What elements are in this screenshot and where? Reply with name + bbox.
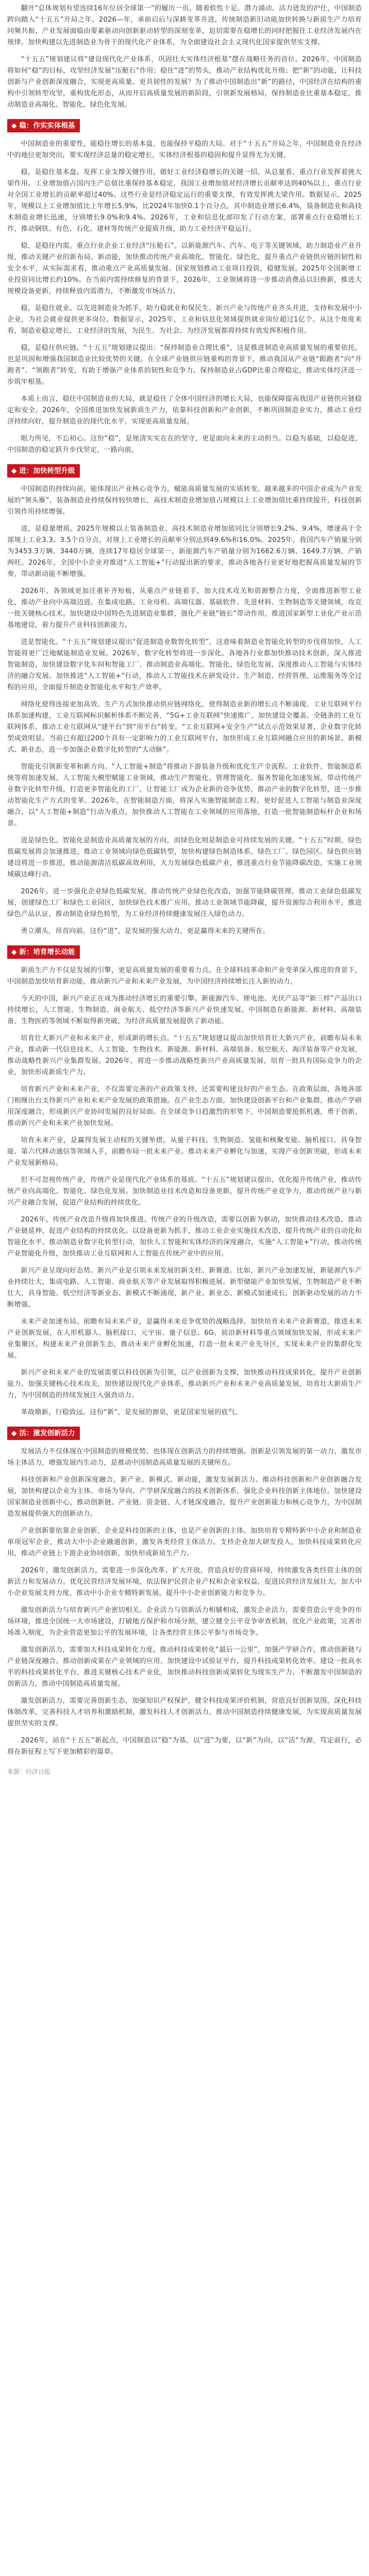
paragraph: 2026年，各领域更加注重补齐短板，从重点产业链着手，加大技术攻关和资源整合力度，全面推进新型工业化，推动产业向中高端迈进。在集成电路、工业母机、高端仪器、基础软件、先进材料、生物制造等关键领域，攻克一批关键核心技术。加快建设中国特色先进制造业集群，强化产业链“链长”带动作用，推进国家新型工业化产业示范基地建设，着力提升产业科技创新能力。 <box>7 587 362 629</box>
paragraph: 进是绿色化。智能化是制造业高质量发展的方向，而绿色化则是制造业可持续发展的关键。“十五五”时期，绿色低碳发展将会加速推进，推动工业领域向绿色低碳转型，加快构建绿色制造体系，绿色工厂、绿色园区、绿色供应链建设将进一步推进，推动能源清洁低碳高效利用，大力发展绿色低碳产业，推进重点行业节能降碳改造，实施工业领域碳达峰行动。 <box>7 837 362 878</box>
section-heading <box>7 945 362 959</box>
paragraph: 未来产业加速布局。前瞻布局未来产业，是赢得未来竞争优势的战略选择。加快培育未来产业新赛道，推进未来产业创新发展，在人形机器人、脑机接口、元宇宙、量子信息、6G、前沿新材料等重点领域加快发展，形成未来产业集聚区。构建未来产业创新生态，推动未来产业孵化加速，打造一批未来产业先导区，实现未来产业的集群化发展。 <box>7 1318 362 1360</box>
paragraph: 激发创新活力，需要完善创新生态，加强知识产权保护，健全科技成果评价机制，营造良好创新氛围。深化科技体制改革，完善科技人才培养和激励机制，激发科技人才创新活力，推动中国制造持续健康发展，为实现高质量发展提供坚实的支撑。 <box>7 1697 362 1727</box>
paragraph: 翻开“总体规划有望连续16年位居全球第一”的履历一页，随着软性十足、潜力涌动、活力迸发的沪仕，中国制造跨向踏入“十五五”开局之年。2026—年，承前启后与深耕变革并进，传统制造新旧动能加快转换与新质生产力培育同频共振，产业发展面临由要素驱动向创新驱动转型的深刻变革，迫切需要在稳增长的同时把握住工业经济发展内在规律。加快构建以先进制造业为骨干的现代化产业体系，为全面建设社会主义现代化国家提供坚实支撑。 <box>7 5 362 46</box>
paragraph: 新质生产力不仅是发展的引擎，更是高质量发展的重要着力点。在全球科技革命和产业变革深入推进的背景下，中国制造加快培育新动能，推动新兴产业和未来产业发展，为中国经济持续增长注入新的动力。 <box>7 967 362 986</box>
section-heading-label <box>7 119 80 132</box>
paragraph: 发展活力不仅体现在中国制造的规模优势，也体现在创新活力的持续增强。创新是引领发展的第一动力，激发市场主体活力，增强发展内生动力，是推动中国制造高质量发展的关键所在。 <box>7 1448 362 1467</box>
paragraph: 革故鼎新，行稳致远。这份“新”，是发展的源泉，更是国家发展的底气。 <box>21 1409 242 1416</box>
paragraph: 中国制造的持续向前，能体现出产业核心竞争力，赋能高质量发展的实质转变。越来越多的中国企业成为产业发展的“领头雁”，装备制造业持续保持较快增长，高技术制造业增加值占规模以上工业增加值比重持续提升，科技创新引领作用持续增强。 <box>7 485 362 516</box>
paragraph: 激发创新活力与培育新兴产业密切相关。企业活力与创新活力相辅相成，激发企业活力，需要营造公平竞争的市场环境，推进全国统一大市场建设，打破地方保护和市场分割，建立健全公平竞争审查机制，优化产业政策，完善市场准入制度，为企业营造更加公平的发展环境，让各类经营主体公平参与市场竞争。 <box>7 1606 362 1637</box>
paragraph: 勇立潮头，昂首向前。这份“进”，是发展的强大动力，更是赢得未来的关键所在。 <box>21 927 270 935</box>
paragraph: 培育新兴产业和未来产业，不仅需要完善的产业政策支持，还需要构建良好的产业生态。在政策层面，各地各部门相继出台支持新兴产业和未来产业发展的政策措施。在产业生态方面，加快建设创新平台和产业集群，推动产学研用深度融合，形成新兴产业协同发展的良好局面。在全球竞争日趋激烈的形势下，中国制造要抢抓机遇，勇于创新，推动新兴产业和未来产业加快发展。 <box>7 1086 362 1127</box>
paragraph: 2026年，传统产业改造升级将加快推进。传统产业的升级改造，需要以创新为驱动，加快推动技术改造，推动产业链延伸，促进产业结构的持续优化。以设备更新为抓手，推动工业企业实施技术改造，提升传统产业的自动化和智能化水平。推动制造业数字化转型行动，加快人工智能和实体经济的深度融合，实施“人工智能+”行动，推动传统产业智能化升级，加快推动工业互联网和人工智能在传统产业中的应用。 <box>7 1216 362 1258</box>
section-heading-text: 活：激发创新活力 <box>19 1429 75 1437</box>
paragraph: 进是智能化。“十五五”规划建议提出“促进制造业数智化转型”，这意味着制造业智能化转型的步伐将加快，人工智能将更广泛地赋能制造业发展。2026年，数字化转型将进一步深化。各地各行业都加快推动技术创新，深入推进智能制造，加快建设数字化车间和智能工厂，推动制造业高端化、智能化、绿色化发展，深度推动人工智能与实体经济的融合发展。加快推进“人工智能+”行动，推动人工智能技术在研发设计、生产制造、经营管理、运维服务等全过程的应用，全面提升制造业智能化水平和生产效率。 <box>7 638 362 691</box>
section-heading-label <box>7 945 80 959</box>
paragraph: 新兴产业呈现向好态势。新兴产业是引领未来发展的新支柱、新赛道。比如，新兴产业加速发展，新能源汽车产业持续壮大，集成电路、人工智能、商业航天等产业发展取得积极进展。新型储能产业加快发展，生物制造产业不断壮大，具身智能、低空经济等新业态、新模式不断涌现，新产业、新业态、新模式加速成长，创新驱动发展的动力不断增强。 <box>7 1267 362 1309</box>
section-heading-text: 稳：作实实体根基 <box>19 122 75 130</box>
diamond-icon: ◆ <box>11 948 17 956</box>
diamond-icon: ◆ <box>11 1429 17 1437</box>
paragraph: 产业创新要依靠企业创新，企业是科技创新的主体，也是产业创新的主体。加快培育专精特新中小企业和制造业单项冠军企业，推动大中小企业融通创新，激发各类经营主体活力。支持企业加大研发投入，加快科技成果转化应用，推动产业链上下游企业协同创新，加快形成新质生产力。 <box>7 1527 362 1557</box>
paragraph: 本质上而言，稳住中国制造业的大局，就是稳住了全体中国经济的增长大局，也能保障提高我国产业链供应链稳定和安全。2026年，全国推进加快发展新质生产力，依靠科技创新和产业创新，不断巩固制造业实力，推动工业经济持续向好，提升制造业的现代化水平，实现更高质量发展。 <box>7 395 362 426</box>
diamond-icon: ◆ <box>11 467 17 475</box>
paragraph: 2026年，进一步强化企业绿色低碳发展，推动传统产业绿色化改造，加强节能降碳管理，推动工业绿色低碳发展，创建绿色工厂和绿色工业园区，加快绿色技术推广应用。推动工业领域节能降碳，提升资源综合利用水平，推进绿色产品认证，推动制造业绿色转型，为工业经济持续健康发展注入绿色动力。 <box>7 888 362 918</box>
diamond-icon: ◆ <box>11 122 17 130</box>
paragraph: 眼力所见，不忘初心。这份“稳”，是厘清实实在在的坚守，更是面向未来的主动担当。以稳为基础，以稳促进，中国制造的稳定跃升步伐坚定，一路向前。 <box>7 435 362 454</box>
paragraph: 2026年，站在“十五五”新起点，中国制造以“稳”为基，以“进”为要，以“新”为向，以“活”为源，笃定前行，必将在新征程上写下更加精彩的篇章。 <box>7 1737 362 1756</box>
paragraph: 培育未来产业，是赢得发展主动权的关键举措。从量子科技、生物制造、氢能和核聚变能、脑机接口、具身智能、第六代移动通信等领域入手，前瞻布局一批未来产业。推动未来产业孵化与加速，实现产业创新突破，形成未来产业发展新格局。 <box>7 1137 362 1167</box>
paragraph: 稳，是稳住基本盘。发挥工业支撑关键作用，做好工业经济稳增长的关键一招。从总量看，重点行业发挥着挑大梁作用。工业增加值占国内生产总值比重保持基本稳定，我国工业增加值对经济增长贡献率达到40%以上，重点行业对全国工业增长的贡献率超过40%。这些行业是经济稳定运行的重要支撑，有效发挥挑大梁作用。数据显示，2025年，规模以上工业增加值比上年增长5.9%，比2024年加快0.1个百分点。其中制造业增长6.4%，装备制造业和高技术制造业增长迅速，分别增长9.0%和9.4%。2026年，工业和信息化部印发了行动方案，部署重点行业稳增长工作，推动钢铁、有色、石化、建材等传统产业提质升级，助力工业经济平稳运行。 <box>7 168 362 233</box>
paragraph: 网络化使得连接更加高效。生产方式加快推动供应链网络化，使得制造业新的增长点不断涌现。工业互联网平台体系加速构建，工业互联网标识解析体系不断完善，“5G+工业互联网”快速推广，加快建设全覆盖、全链条的工业互联网体系，推动工业互联网从“建平台”到“用平台”转变。“工业互联网+安全生产”试点示范效果显著，企业数字化转型成效明显。当前已有超过200个具有一定影响力的工业互联网平台，加快形成工业互联网融合应用的新场景、新模式、新业态，进一步加强企业数字化转型的“大动脉”。 <box>7 701 362 754</box>
paragraph: 但不可忽视传统产业，传统产业是现代化产业体系的基底。“十五五”规划建议提出，优化提升传统产业，推动传统产业向高端化、智能化、绿色化发展。加快制造业技术改造和设备更新，提升传统产业竞争力，推动传统产业与新兴产业融合发展，促进产业结构的持续优化。 <box>7 1176 362 1207</box>
paragraph: 稳，是稳住供应链。“十五五”规划建议提出：“保持制造业合理比重”，这是推进制造业高质量发展的重要依托，也是巩固和增强我国制造业比较优势的关键。在全球产业链供应链重构的背景下，推动我国从产业链“跟跑者”向“并跑者”、“领跑者”转变，有助于增强产业体系的韧性和竞争力。保持制造业占GDP比重合理稳定，推动实体经济进一步筑牢根基。 <box>7 344 362 386</box>
section-heading <box>7 119 362 132</box>
paragraph: 稳，是稳住就业。以先进制造业为抓手，助力稳就业和保民生。新兴产业与传统产业齐头并进，支持和发展中小企业，为社会就业提供更多岗位。数据显示，2025年，工业和信息化领域提供就业岗位超过1亿个。从这个角度来看，制造业稳定增长，工业经济的发展，为民生、为社会、为经济发展都将持续有效发挥积极作用。 <box>7 304 362 335</box>
section-heading-text: 新：培育增长动能 <box>19 948 75 956</box>
paragraph: 新兴产业和未来产业的发展需要以科技创新为引领，以产业创新为支撑，加快推动科技成果转化，提升产业创新能力。加强关键核心技术攻关，加快建设现代化产业体系，推动新兴产业和未来产业高质量发展，培育壮大新质生产力，为中国制造的持续发展注入强劲动力。 <box>7 1369 362 1399</box>
paragraph: 稳，是稳住内需。重点行业企业工业经济“压舱石”。以新能源汽车、汽车、电子等关键领域，助力制造业产业升级，推动关键产业的新布局、新动能，加快推动传统产业高端化、智能化、绿色化，提升重点产业链供应链的韧性和安全水平，从实际需求看，推动重点产业高质量发展、国家规划推动工业项目投资，稳健发展。2025年全国新增工业投资同比增长约10%。在当前内需持续修复的背景下，2026年，工业领域将进一步推动消费品以旧换新，推进大规模设备更新，持续释放内需潜力，不断激发市场活力。 <box>7 242 362 295</box>
paragraph: 今天的中国，新兴产业正在成为推动经济增长的重要引擎。新能源汽车、锂电池、光伏产品等“新三样”产品出口持续增长，人工智能、生物制造、商业航天、低空经济等新兴产业快速发展。中国制造在新能源、新材料、高端装备、生物医药等领域不断取得新突破，为经济高质量发展提供了新动能。 <box>7 995 362 1025</box>
paragraph: 激发创新活力，需要加大科技成果转化力度。推动科技成果转化“最后一公里”，加强产学研合作，推动创新链与产业链深度融合。推动创新成果在产业领域的应用，加快建设中试验证平台，提升科技成果转化效率。建设一批高水平的科技成果转化平台，推进关键核心技术产业化，加快推动科技创新成果转化为现实生产力，不断激发中国制造的创新活力，推动中国制造高质量发展。 <box>7 1646 362 1688</box>
paragraph: “十五五”规划建议将“建设现代化产业体系，巩固壮大实体经济根基”摆在战略任务的首位。2026年，中国制造将如何“稳”的目标，攻坚经济发展“压舱石”作用；稳住“进”的势头，推动产业结构优化升级；把“新”的动能，让科技创新与产业创新深度融合，实现更高质量、更具韧性的发展？为了推动中国制造出“新”的路径，中国经济在结构的重构中引领转型攻坚，重构优化形态，从而开启高质量发展的新阶段，引领新发展格局，保持制造业比重基本稳定，推动制造业高端化、智能化、绿色化发展。 <box>7 56 362 109</box>
section-heading <box>7 1427 362 1440</box>
section-heading <box>7 464 362 478</box>
paragraph: 智能化引领新变革和新方向。“人工智能+制造”将推动下游装备升级和优化生产全流程。工业软件、智能制造系统等将加速发展，人工智能大模型赋能工业领域，推动生产智能化、管理智能化、服务智能化加速发展，带动传统产业数字化转型升级，打造更多智能化的工厂，让智能工厂成为企业新的竞争优势，推动产业的数字化转型，进一步推动智能化生产方式的变革。2026年，在智能制造方面，将深入实施智能制造工程，更好促进人工智能与制造业深度融合，以“人工智能+制造”行动为重点，加快推动人工智能在工业领域的应用落地，打造一批智能制造标杆企业和场景。 <box>7 763 362 827</box>
paragraph: 科技创新和产业创新深度融合，新产业、新模式、新动能，激发发展新活力。推动科技创新和产业创新融合发展，加快构建以企业为主体、市场为导向、产学研深度融合的技术创新体系，强化企业科技创新主体地位。加快建设国家制造业创新中心，推动创新链、产业链、资金链、人才链深度融合，提升产业创新能力和核心竞争力，为中国制造发展提供强大的创新动力。 <box>7 1476 362 1518</box>
section-heading-label <box>7 1427 80 1440</box>
paragraph: 中国制造业的重要性，能稳住增长的基本盘，也能保持平稳的大局。对于“十五五”开局之年，中国制造业在经济中的地位更加突出，要实现经济总量的稳定增长，实体经济根基的稳固和提升显得尤为关键。 <box>7 140 362 159</box>
section-heading-text: 进：加快转型升级 <box>19 467 75 475</box>
section-heading-label <box>7 464 80 478</box>
paragraph: 培育壮大新兴产业和未来产业，形成新的增长点。“十五五”规划建议提出加快培育壮大新兴产业，前瞻布局未来产业，推动新一代信息技术、人工智能、生物技术、新能源、新材料、高端装备、航空航天、海洋装备等产业发展，推动战略性新兴产业集群发展。2026年，将进一步推动战略性新兴产业高质量发展，培育一批具有国际竞争力的企业，加快形成新质生产力。 <box>7 1035 362 1076</box>
paragraph: 2026年，激发创新活力，需要进一步深化改革、扩大开放，营造良好的营商环境，持续激发各类经营主体的创新活力和发展动力。优化民营经济发展环境，依法保护民营企业产权和企业家权益，促进民营经济发展壮大。加大中小企业发展支持力度，推动中小企业专精特新发展，提升中小企业创新能力和竞争力。 <box>7 1567 362 1597</box>
paragraph: 进，是稳量增质。2025年规模以上装备制造业、高技术制造业增加值同比分别增长9.2%、9.4%，增速高于全部规上工业3.3、3.5个百分点，对规上工业增长的贡献率分别达到49.6%和16.0%。2025年，我国汽车产销量分别为3453.3万辆、3440万辆，连续17年稳居全球第一，新能源汽车产销量分别为1662.6万辆、1649.7万辆，产销两旺。2026年，全国中小企业对推进“人工智能+”行动提出新的要求，推动各地各行业更好地把握高质量发展的节奏，带动新动能不断增强。 <box>7 525 362 578</box>
source-credit: 来源：经济日报 <box>7 1768 51 1775</box>
